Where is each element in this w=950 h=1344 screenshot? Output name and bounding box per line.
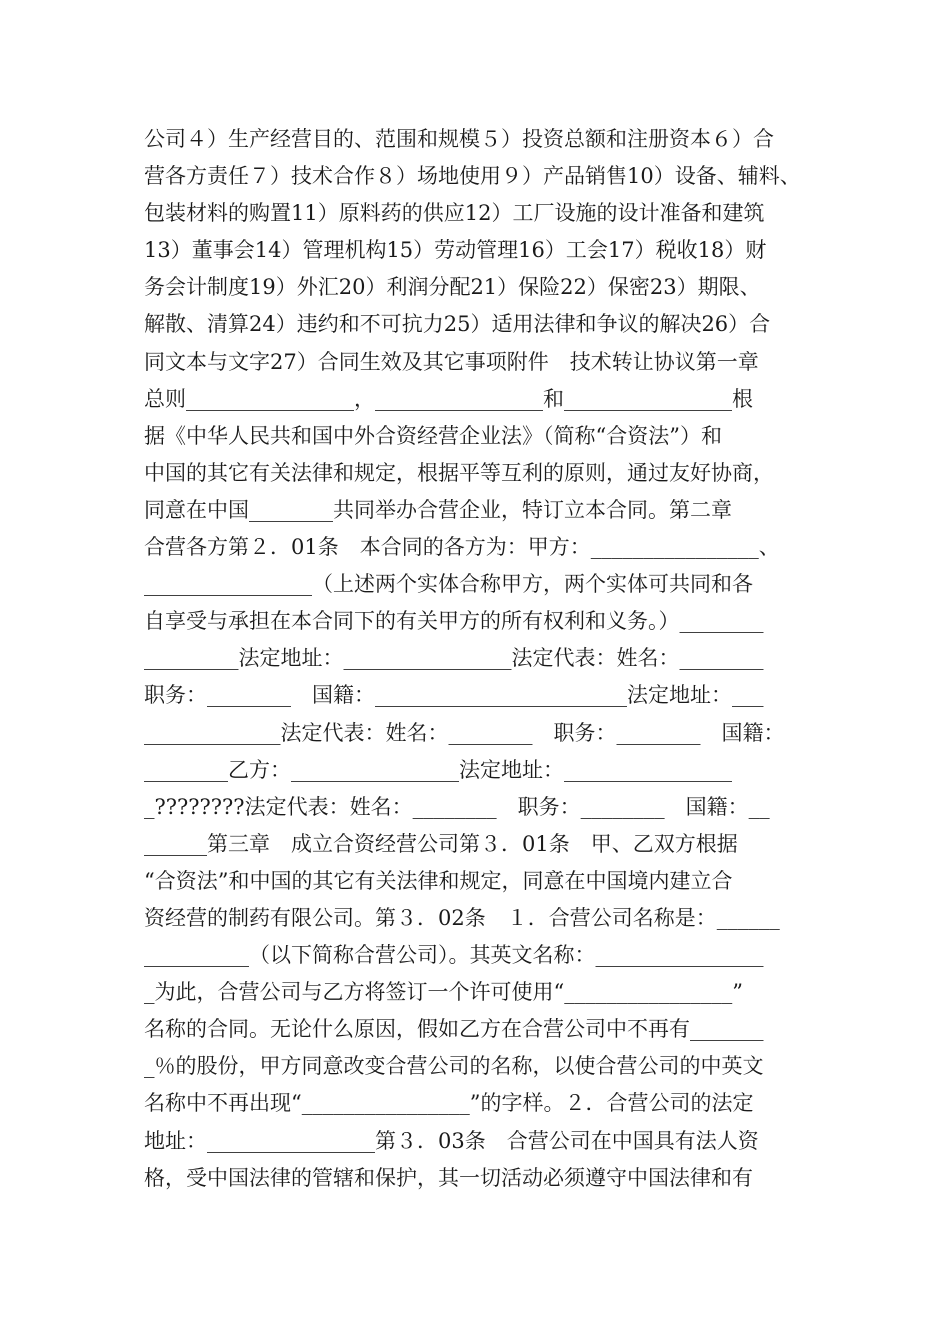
text-line: 自享受与承担在本合同下的有关甲方的所有权利和义务。）________ (144, 609, 764, 634)
text-line: 同意在中国________共同举办合营企业，特订立本合同。第二章 (144, 497, 753, 522)
text-line: ________________（上述两个实体合称甲方，两个实体可共同和各 (144, 572, 753, 597)
text-line: 公司４）生产经营目的、范围和规模５）投资总额和注册资本６）合 (144, 127, 774, 151)
text-line: 中国的其它有关法律和规定，根据平等互利的原则，通过友好协商， (144, 460, 774, 485)
text-line: 名称的合同。无论什么原因，假如乙方在合营公司中不再有_______ (144, 1017, 764, 1042)
text-line: 13）董事会14）管理机构15）劳动管理16）工会17）税收18）财 (144, 238, 767, 263)
text-line: 包装材料的购置11）原料药的供应12）工厂设施的设计准备和建筑 (144, 201, 765, 226)
text-line: 解散、清算24）违约和不可抗力25）适用法律和争议的解决26）合 (144, 312, 771, 337)
text-line: 资经营的制药有限公司。第３．02条 １．合营公司名称是：______ (144, 905, 780, 930)
text-line: _____________法定代表：姓名：________ 职务：________ 国籍： (144, 720, 785, 745)
contract-body-text (144, 121, 814, 1197)
text-line: 据《中华人民共和国中外合资经营企业法》（简称“合资法”）和 (144, 423, 722, 448)
text-line: __________（以下简称合营公司）。其英文名称：________________ (144, 943, 764, 968)
text-line: 职务：________ 国籍：________________________法定地址：___ (144, 683, 764, 708)
text-line: “合资法”和中国的其它有关法律和规定，同意在中国境内建立合 (144, 868, 733, 893)
text-line: _％的股份，甲方同意改变合营公司的名称，以使合营公司的中英文 (144, 1054, 764, 1079)
text-line: 名称中不再出现“________________”的字样。２．合营公司的法定 (144, 1091, 754, 1116)
text-line: 地址：________________第３．03条 合营公司在中国具有法人资 (144, 1128, 759, 1153)
text-line: 总则________________，________________和________________根 (144, 386, 753, 411)
text-line: 务会计制度19）外汇20）利润分配21）保险22）保密23）期限、 (144, 275, 761, 300)
text-line: 格，受中国法律的管辖和保护，其一切活动必须遵守中国法律和有 (144, 1165, 753, 1190)
text-line: _????????法定代表：姓名：________ 职务：________ 国籍：__ (144, 794, 770, 819)
text-line: _为此，合营公司与乙方将签订一个许可使用“________________” (144, 980, 743, 1005)
text-line: ______第三章 成立合资经营公司第３．01条 甲、乙双方根据 (144, 831, 738, 856)
text-line: 合营各方第２．01条 本合同的各方为：甲方：________________、 (144, 535, 780, 560)
text-line: ________乙方：________________法定地址：________________ (144, 757, 732, 782)
text-line: 同文本与文字27）合同生效及其它事项附件 技术转让协议第一章 (144, 349, 780, 374)
text-line: _________法定地址：________________法定代表：姓名：________ (144, 646, 764, 671)
text-line: 营各方责任７）技术合作８）场地使用９）产品销售10）设备、辅料、 (144, 164, 801, 189)
